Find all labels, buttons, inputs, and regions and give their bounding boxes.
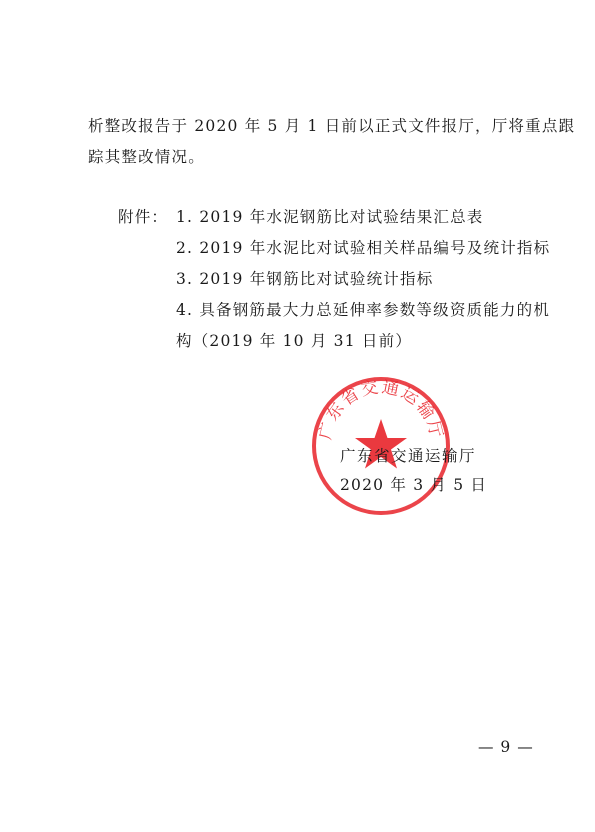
body-text-line-2: 踪其整改情况。 <box>88 148 205 166</box>
attachment-item-1: 1. 2019 年水泥钢筋比对试验结果汇总表 <box>176 208 484 226</box>
attachment-item-4: 4. 具备钢筋最大力总延伸率参数等级资质能力的机 <box>176 301 551 319</box>
attachment-item-2: 2. 2019 年水泥比对试验相关样品编号及统计指标 <box>176 239 551 257</box>
page-number: — 9 — <box>478 738 534 756</box>
attachment-item-4-continued: 构（2019 年 10 月 31 日前） <box>176 332 413 350</box>
seal-text: 广东省交通运输厅 <box>315 377 447 442</box>
attachment-item-3: 3. 2019 年钢筋比对试验统计指标 <box>176 270 434 288</box>
issue-date: 2020 年 3 月 5 日 <box>340 476 488 494</box>
attachments-label: 附件： <box>118 208 169 226</box>
issuer-name: 广东省交通运输厅 <box>340 447 477 465</box>
body-text-line-1: 析整改报告于 2020 年 5 月 1 日前以正式文件报厅，厅将重点跟 <box>88 117 576 135</box>
